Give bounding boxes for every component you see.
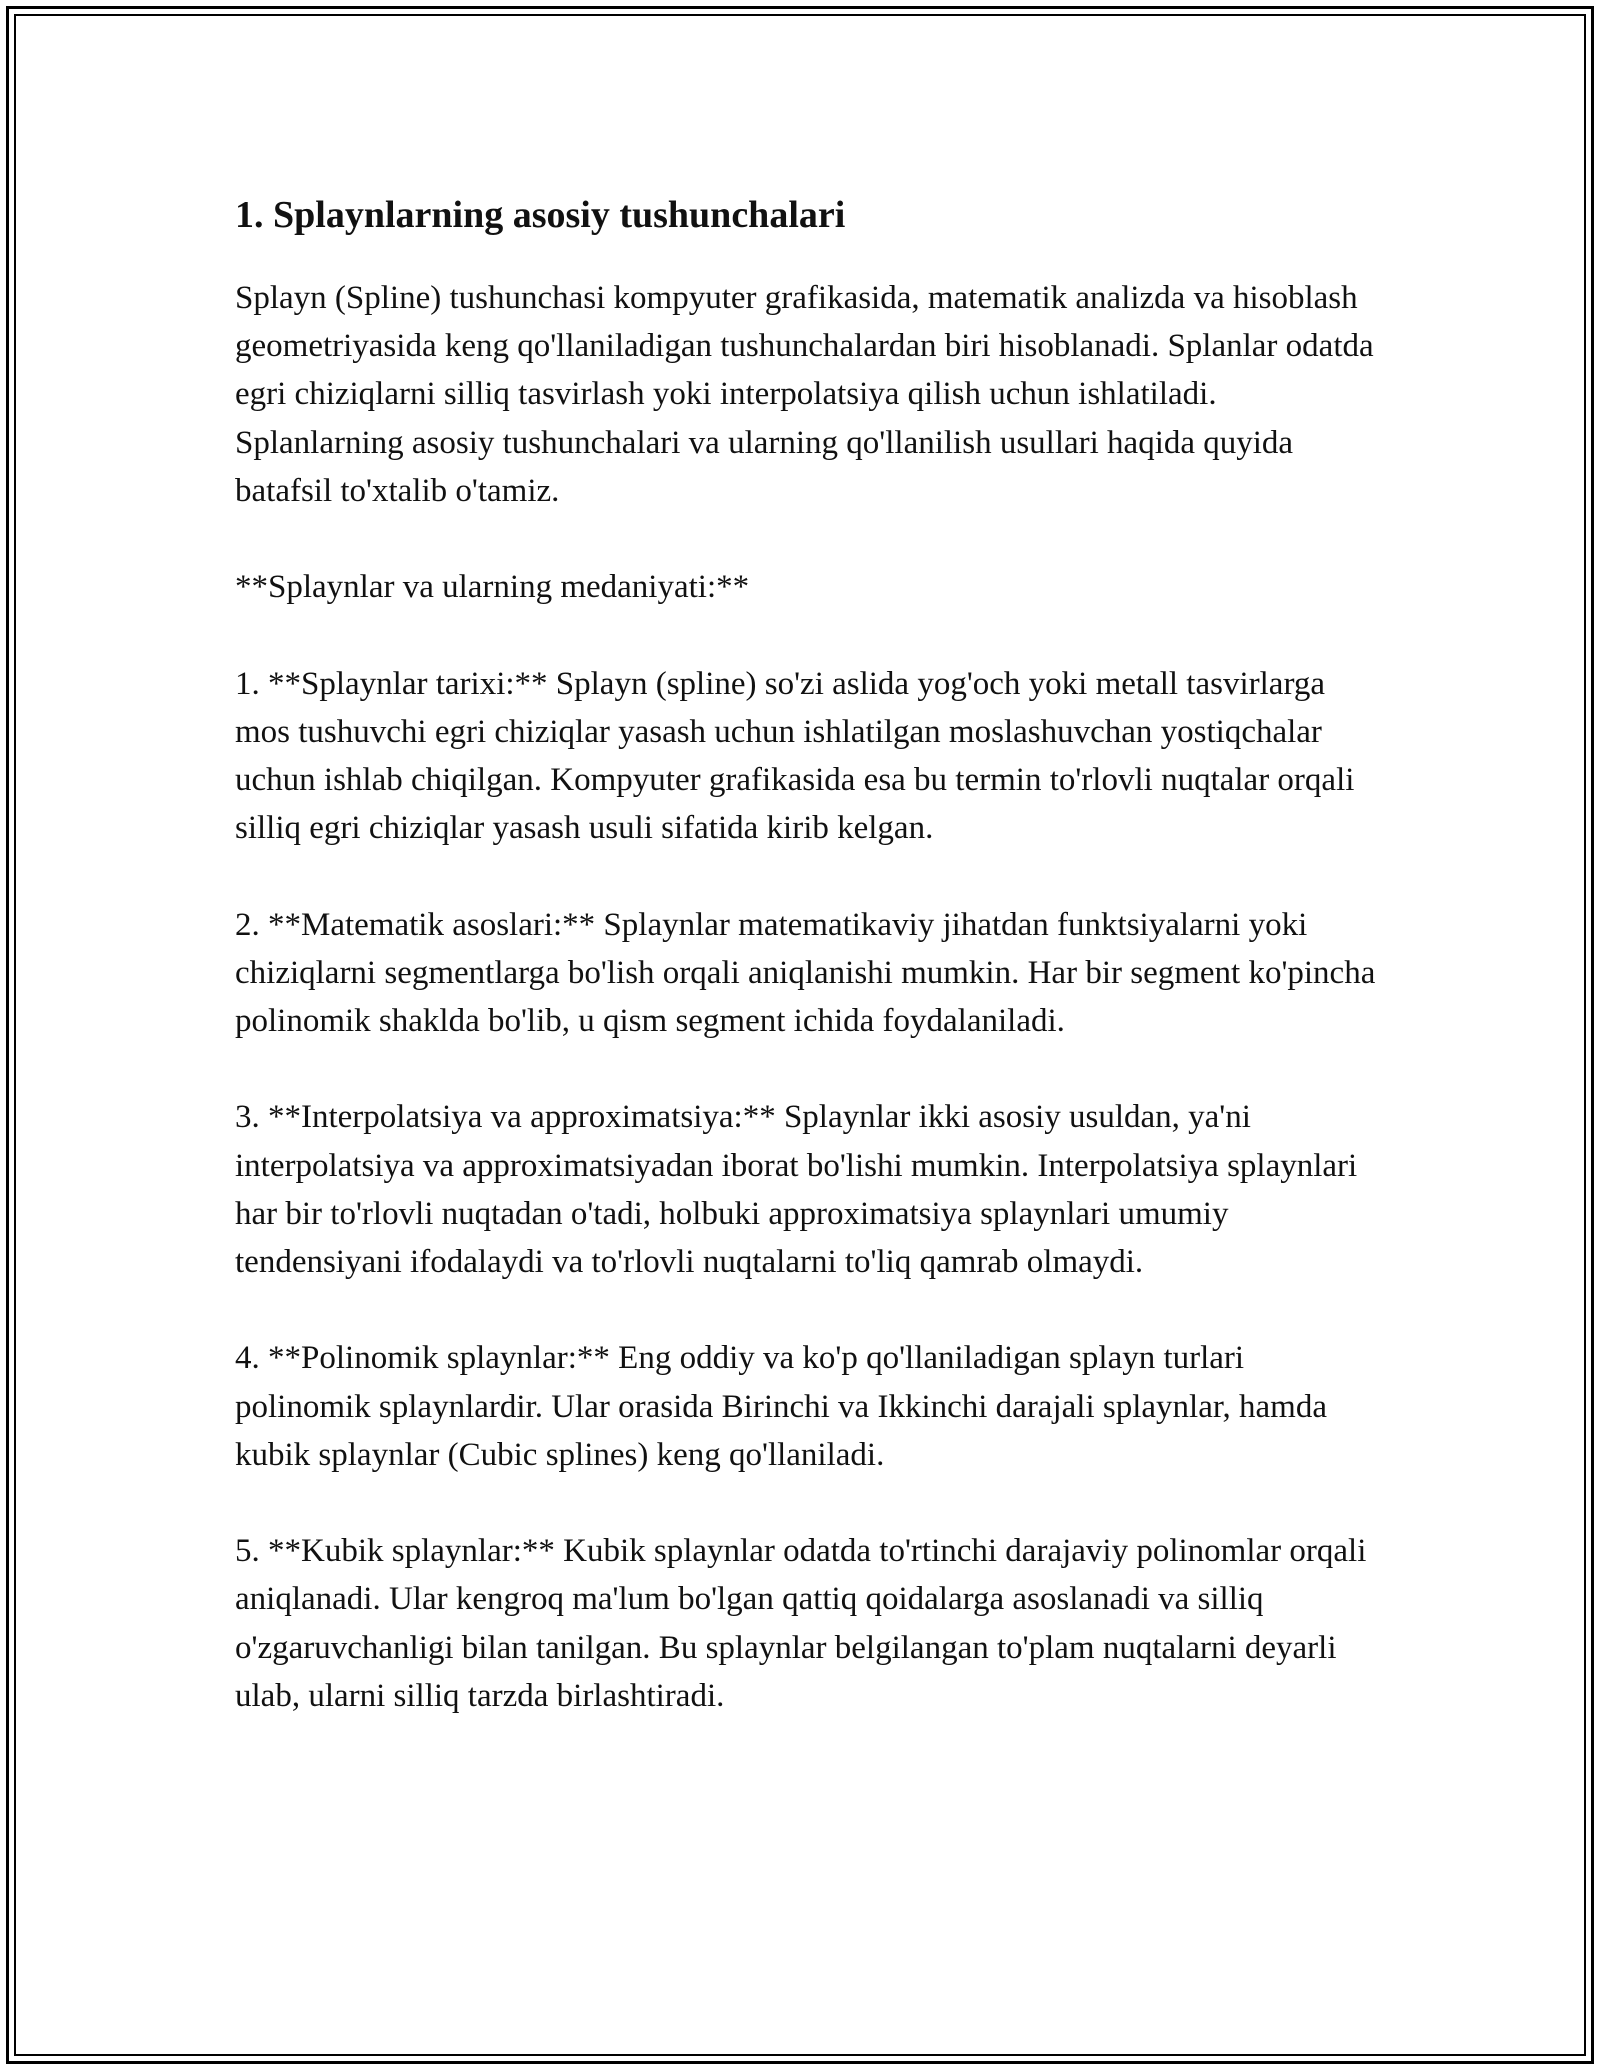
list-item-cubic: 5. **Kubik splaynlar:** Kubik splaynlar odatda to'rtinchi darajaviy polinomlar orqali aniqlanadi. Ular kengroq ma'lum bo'lgan qattiq qoidalarga asoslanadi va silliq o'zgaruvchanligi bilan tanilgan. Bu splaynlar belgilangan to'plam nuqtalarni deyarli ulab, ularni silliq tarzda birlashtiradi. <box>235 1533 1367 1714</box>
list-item-math-basics: 2. **Matematik asoslari:** Splaynlar matematikaviy jihatdan funktsiyalarni yoki chiziqlarni segmentlarga bo'lish orqali aniqlanishi mumkin. Har bir segment ko'pincha polinomik shaklda bo'lib, u qism segment ichida foydalaniladi. <box>235 906 1376 1039</box>
list-item-interpolation: 3. **Interpolatsiya va approximatsiya:** Splaynlar ikki asosiy usuldan, ya'ni interpolatsiya va approximatsiyadan iborat bo'lishi mumkin. Interpolatsiya splaynlari har bir to'rlovli nuqtadan o'tadi, holbuki approximatsiya splaynlari umumiy tendensiyani ifodalaydi va to'rlovli nuqtalarni to'liq qamrab olmaydi. <box>235 1099 1358 1280</box>
document-body <box>235 182 1385 1720</box>
intro-paragraph: Splayn (Spline) tushunchasi kompyuter grafikasida, matematik analizda va hisoblash geometriyasida keng qo'llaniladigan tushunchalardan biri hisoblanadi. Splanlar odatda egri chiziqlarni silliq tasvirlash yoki interpolatsiya qilish uchun ishlatiladi. Splanlarning asosiy tushunchalari va ularning qo'llanilish usullari haqida quyida batafsil to'xtalib o'tamiz. <box>235 280 1374 509</box>
list-item-polynomial: 4. **Polinomik splaynlar:** Eng oddiy va ko'p qo'llaniladigan splayn turlari polinomik splaynlardir. Ular orasida Birinchi va Ikkinchi darajali splaynlar, hamda kubik splaynlar (Cubic splines) keng qo'llaniladi. <box>235 1340 1327 1473</box>
subheading: **Splaynlar va ularning medaniyati:** <box>235 569 750 606</box>
section-heading: 1. Splaynlarning asosiy tushunchalari <box>235 194 846 236</box>
list-item-history: 1. **Splaynlar tarixi:** Splayn (spline) so'zi aslida yog'och yoki metall tasvirlarga mos tushuvchi egri chiziqlar yasash uchun ishlatilgan moslashuvchan yostiqchalar uchun ishlab chiqilgan. Kompyuter grafikasida esa bu termin to'rlovli nuqtalar orqali silliq egri chiziqlar yasash usuli sifatida kirib kelgan. <box>235 665 1355 847</box>
